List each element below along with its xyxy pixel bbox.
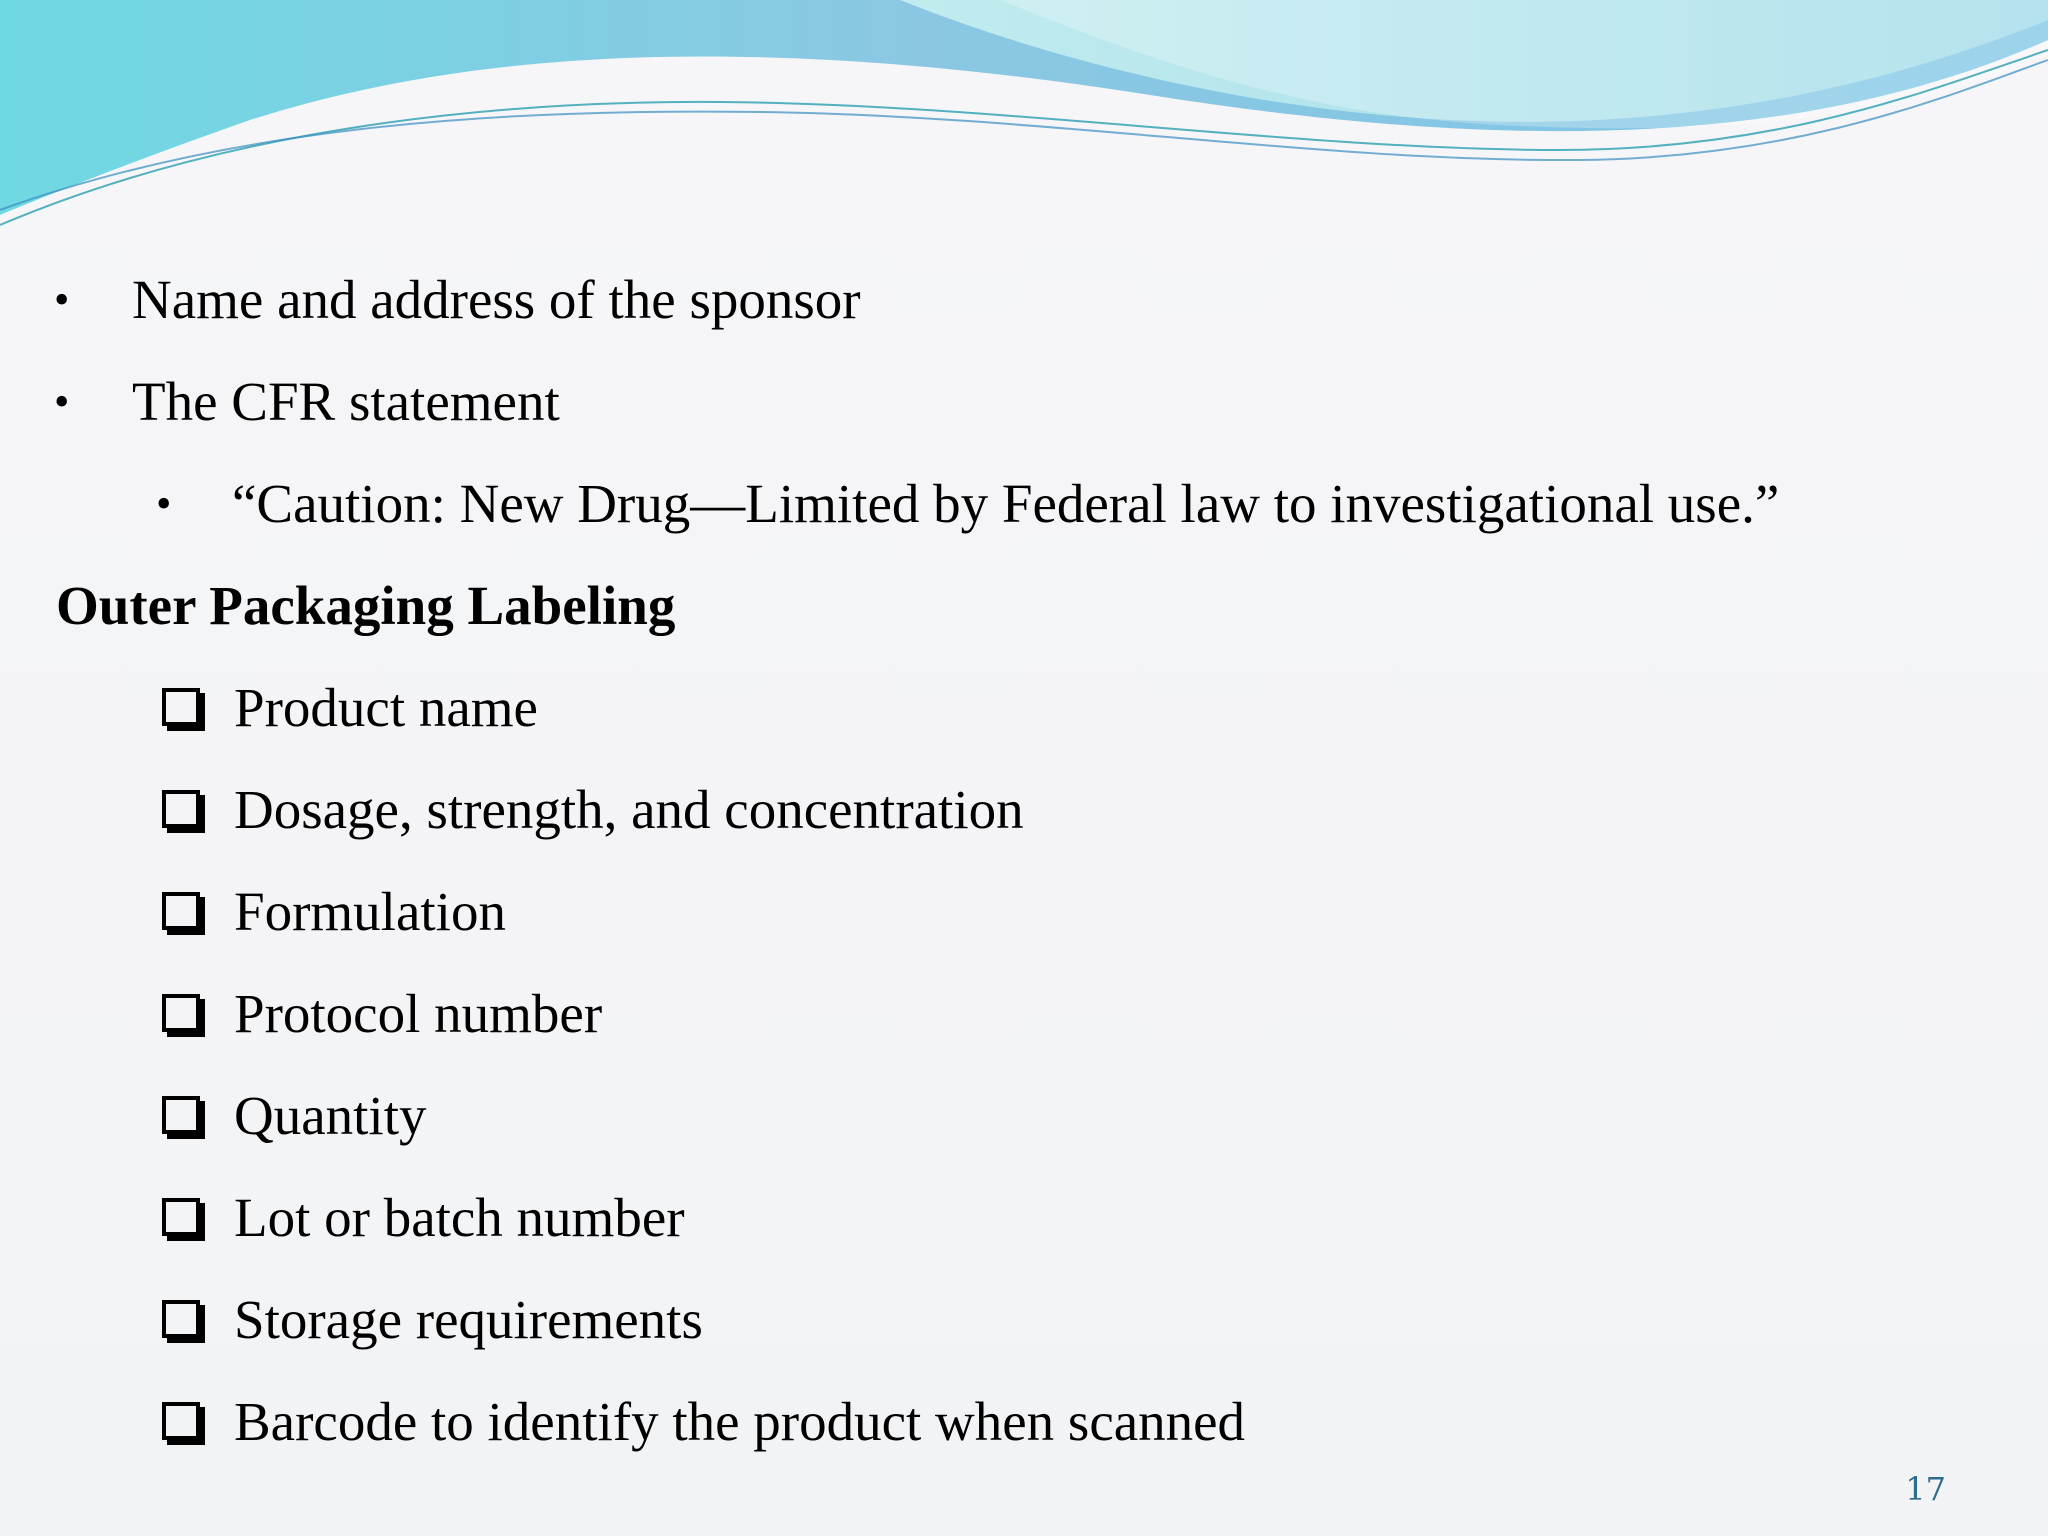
checklist-item-protocol-number: Protocol number: [234, 983, 603, 1044]
checklist-item-product-name: Product name: [234, 677, 538, 738]
checklist-item-dosage: Dosage, strength, and concentration: [234, 779, 1024, 840]
sub-bullet-caution-statement: “Caution: New Drug—Limited by Federal law to investigational use.”: [232, 473, 1780, 534]
checklist-item-storage: Storage requirements: [234, 1289, 703, 1350]
sub-bullet-dot-icon: •: [156, 479, 172, 528]
empty-checkbox-icon: [162, 892, 200, 930]
bullet-dot-icon: •: [54, 377, 70, 426]
bullet-item-cfr-statement: The CFR statement: [132, 371, 560, 432]
page-number: 17: [1905, 1470, 1946, 1508]
empty-checkbox-icon: [162, 994, 200, 1032]
section-heading: Outer Packaging Labeling: [56, 575, 676, 636]
checklist-item-lot-number: Lot or batch number: [234, 1187, 685, 1248]
bullet-item-sponsor: Name and address of the sponsor: [132, 269, 861, 330]
checklist-item-quantity: Quantity: [234, 1085, 427, 1146]
empty-checkbox-icon: [162, 1402, 200, 1440]
empty-checkbox-icon: [162, 790, 200, 828]
empty-checkbox-icon: [162, 1198, 200, 1236]
checklist-item-formulation: Formulation: [234, 881, 506, 942]
empty-checkbox-icon: [162, 1096, 200, 1134]
checklist-item-barcode: Barcode to identify the product when scanned: [234, 1391, 1246, 1452]
bullet-dot-icon: •: [54, 275, 70, 324]
empty-checkbox-icon: [162, 1300, 200, 1338]
empty-checkbox-icon: [162, 688, 200, 726]
